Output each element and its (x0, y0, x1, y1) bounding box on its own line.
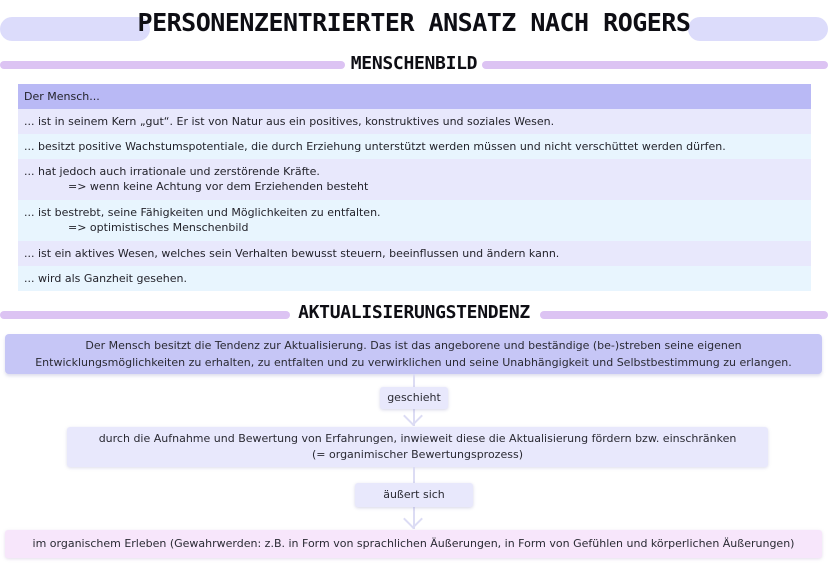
row-subtext: => optimistisches Menschenbild (68, 221, 249, 234)
page-title: PERSONENZENTRIERTER ANSATZ NACH ROGERS (137, 8, 691, 37)
arrow-down-icon (403, 509, 423, 529)
table-row (18, 134, 811, 159)
row-text: ... ist in seinem Kern „gut“. Er ist von Natur aus ein positives, konstruktives und soziales Wesen. (24, 115, 555, 128)
arrow-down-icon (403, 406, 423, 426)
row-subtext: => wenn keine Achtung vor dem Erziehenden besteht (68, 180, 369, 193)
step-label-aeussert-sich (355, 483, 473, 507)
definition-line-1: Der Mensch besitzt die Tendenz zur Aktualisierung. Das ist das angeborene und beständige (be-)streben seine eigenen (85, 339, 742, 352)
section-title-menschenbild: MENSCHENBILD (350, 53, 478, 74)
step-label-text: geschieht (387, 391, 441, 404)
process-line-1: durch die Aufnahme und Bewertung von Erfahrungen, inwieweit diese die Aktualisierung fördern bzw. einschränken (98, 432, 737, 445)
definition-line-2: Entwicklungsmöglichkeiten zu erhalten, zu entfalten und zu verwirklichen und seine Unabhängigkeit und Selbstbestimmung zu erlangen. (35, 356, 792, 369)
row-text: ... hat jedoch auch irrationale und zerstörende Kräfte. (24, 165, 320, 178)
section-title-aktualisierung: AKTUALISIERUNGSTENDENZ (298, 302, 530, 323)
table-header-row (18, 84, 811, 109)
row-text: ... besitzt positive Wachstumspotentiale, die durch Erziehung unterstützt werden müssen und nicht verschüttet werden dürfen. (24, 140, 726, 153)
table-row (18, 200, 811, 241)
step-label-text: äußert sich (383, 488, 445, 501)
process-line-2: (= organimischer Bewertungsprozess) (312, 448, 523, 461)
row-text: ... ist bestrebt, seine Fähigkeiten und Möglichkeiten zu entfalten. (24, 206, 381, 219)
table-row (18, 241, 811, 266)
table-row (18, 109, 811, 134)
row-text: ... ist ein aktives Wesen, welches sein Verhalten bewusst steuern, beeinflussen und ändern kann. (24, 247, 560, 260)
table-row (18, 266, 811, 291)
menschenbild-table (18, 84, 811, 291)
table-row (18, 159, 811, 200)
process-box (67, 427, 768, 467)
definition-box (5, 334, 822, 374)
table-header-text: Der Mensch... (24, 90, 100, 103)
step-label-geschieht (380, 387, 448, 409)
outcome-box (5, 530, 822, 558)
row-text: ... wird als Ganzheit gesehen. (24, 272, 187, 285)
outcome-text: im organischem Erleben (Gewahrwerden: z.B. in Form von sprachlichen Äußerungen, in Form von Gefühlen und körperlichen Äußerungen) (32, 537, 795, 550)
